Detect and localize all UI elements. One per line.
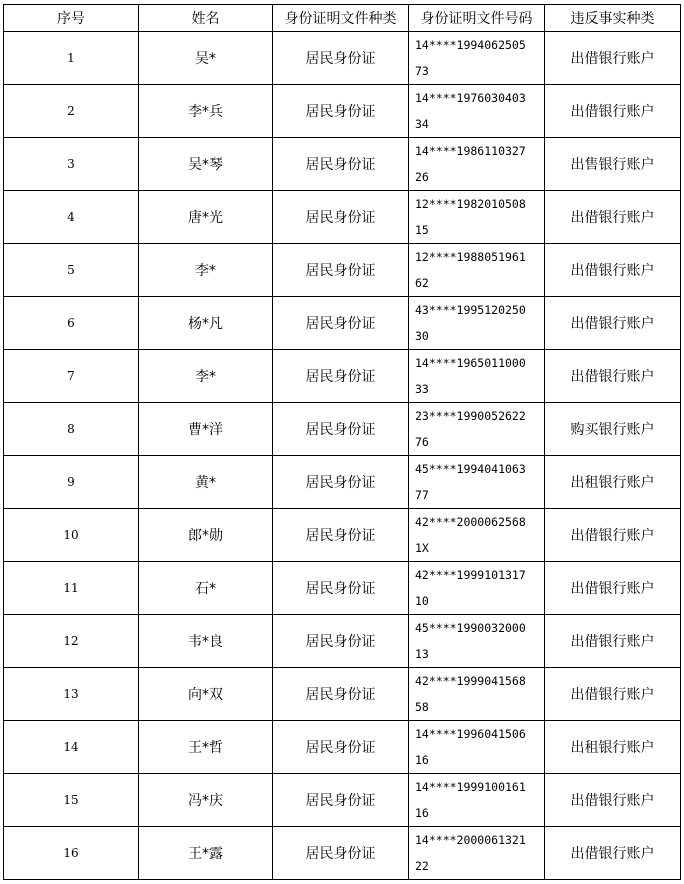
row-violation-type: 出借银行账户 — [545, 297, 681, 350]
row-doc-number — [409, 32, 545, 85]
doc-number-line1: 14****1965011000 — [415, 356, 526, 370]
table-row — [4, 297, 681, 350]
table-row — [4, 562, 681, 615]
row-name: 韦*良 — [139, 615, 273, 668]
row-doc-number — [409, 350, 545, 403]
doc-number-line2: 22 — [415, 859, 429, 873]
table-row — [4, 350, 681, 403]
row-doc-type: 居民身份证 — [273, 509, 409, 562]
doc-number-line1: 42****1999041568 — [415, 674, 526, 688]
table-row — [4, 403, 681, 456]
doc-number-line2: 13 — [415, 647, 429, 661]
row-doc-type: 居民身份证 — [273, 615, 409, 668]
row-violation-type: 出借银行账户 — [545, 774, 681, 827]
row-doc-type: 居民身份证 — [273, 85, 409, 138]
row-doc-number — [409, 85, 545, 138]
row-violation-type: 出借银行账户 — [545, 350, 681, 403]
doc-number-line1: 12****1988051961 — [415, 250, 526, 264]
doc-number-line2: 34 — [415, 117, 429, 131]
row-doc-number — [409, 774, 545, 827]
row-name: 王*哲 — [139, 721, 273, 774]
row-index: 12 — [4, 615, 139, 668]
header-index: 序号 — [4, 5, 139, 32]
row-name: 李* — [139, 244, 273, 297]
table-row — [4, 827, 681, 880]
row-doc-type: 居民身份证 — [273, 191, 409, 244]
row-violation-type: 出借银行账户 — [545, 615, 681, 668]
row-name: 曹*洋 — [139, 403, 273, 456]
row-violation-type: 出借银行账户 — [545, 827, 681, 880]
row-index: 11 — [4, 562, 139, 615]
doc-number-line2: 16 — [415, 753, 429, 767]
row-violation-type: 出借银行账户 — [545, 509, 681, 562]
row-index: 2 — [4, 85, 139, 138]
violations-table — [3, 4, 681, 880]
row-doc-type: 居民身份证 — [273, 456, 409, 509]
row-doc-number — [409, 403, 545, 456]
doc-number-line1: 42****2000062568 — [415, 515, 526, 529]
row-violation-type: 出借银行账户 — [545, 32, 681, 85]
row-violation-type: 出借银行账户 — [545, 668, 681, 721]
row-violation-type: 出租银行账户 — [545, 456, 681, 509]
doc-number-line2: 58 — [415, 700, 429, 714]
header-name: 姓名 — [139, 5, 273, 32]
row-doc-number — [409, 138, 545, 191]
doc-number-line1: 14****1999100161 — [415, 780, 526, 794]
row-doc-number — [409, 297, 545, 350]
row-doc-number — [409, 244, 545, 297]
doc-number-line2: 76 — [415, 435, 429, 449]
row-name: 王*露 — [139, 827, 273, 880]
doc-number-line1: 43****1995120250 — [415, 303, 526, 317]
table-row — [4, 85, 681, 138]
row-name: 吴* — [139, 32, 273, 85]
doc-number-line1: 45****1994041063 — [415, 462, 526, 476]
row-doc-type: 居民身份证 — [273, 774, 409, 827]
table-row — [4, 668, 681, 721]
table-row — [4, 32, 681, 85]
doc-number-line1: 14****1976030403 — [415, 91, 526, 105]
doc-number-line2: 15 — [415, 223, 429, 237]
row-name: 杨*凡 — [139, 297, 273, 350]
row-name: 黄* — [139, 456, 273, 509]
row-violation-type: 出租银行账户 — [545, 721, 681, 774]
row-name: 郎*勋 — [139, 509, 273, 562]
row-name: 唐*光 — [139, 191, 273, 244]
row-index: 13 — [4, 668, 139, 721]
row-name: 向*双 — [139, 668, 273, 721]
table-row — [4, 456, 681, 509]
header-violation-type: 违反事实种类 — [545, 5, 681, 32]
row-violation-type: 出借银行账户 — [545, 85, 681, 138]
doc-number-line2: 77 — [415, 488, 429, 502]
table-row — [4, 721, 681, 774]
row-doc-type: 居民身份证 — [273, 138, 409, 191]
row-index: 5 — [4, 244, 139, 297]
table-row — [4, 509, 681, 562]
doc-number-line1: 14****1996041506 — [415, 727, 526, 741]
doc-number-line1: 12****1982010508 — [415, 197, 526, 211]
row-doc-number — [409, 509, 545, 562]
table-row — [4, 138, 681, 191]
header-doc-type: 身份证明文件种类 — [273, 5, 409, 32]
table-row — [4, 244, 681, 297]
row-doc-type: 居民身份证 — [273, 244, 409, 297]
row-doc-number — [409, 721, 545, 774]
row-doc-type: 居民身份证 — [273, 827, 409, 880]
table-row — [4, 191, 681, 244]
row-name: 吴*琴 — [139, 138, 273, 191]
doc-number-line1: 23****1990052622 — [415, 409, 526, 423]
doc-number-line2: 30 — [415, 329, 429, 343]
row-violation-type: 出借银行账户 — [545, 191, 681, 244]
table-row — [4, 774, 681, 827]
row-doc-type: 居民身份证 — [273, 668, 409, 721]
row-doc-number — [409, 827, 545, 880]
row-doc-number — [409, 456, 545, 509]
table-row — [4, 615, 681, 668]
table-body — [4, 32, 681, 880]
doc-number-line1: 45****1990032000 — [415, 621, 526, 635]
row-index: 9 — [4, 456, 139, 509]
header-row — [4, 5, 681, 32]
doc-number-line1: 14****1994062505 — [415, 38, 526, 52]
row-index: 10 — [4, 509, 139, 562]
row-violation-type: 出借银行账户 — [545, 244, 681, 297]
row-index: 6 — [4, 297, 139, 350]
doc-number-line1: 14****2000061321 — [415, 833, 526, 847]
row-index: 1 — [4, 32, 139, 85]
row-name: 李* — [139, 350, 273, 403]
row-doc-number — [409, 615, 545, 668]
row-doc-type: 居民身份证 — [273, 32, 409, 85]
row-doc-type: 居民身份证 — [273, 350, 409, 403]
doc-number-line2: 26 — [415, 170, 429, 184]
row-index: 3 — [4, 138, 139, 191]
row-doc-number — [409, 562, 545, 615]
row-doc-type: 居民身份证 — [273, 297, 409, 350]
header-doc-number: 身份证明文件号码 — [409, 5, 545, 32]
doc-number-line2: 62 — [415, 276, 429, 290]
doc-number-line2: 10 — [415, 594, 429, 608]
row-doc-type: 居民身份证 — [273, 562, 409, 615]
row-violation-type: 出借银行账户 — [545, 562, 681, 615]
row-index: 8 — [4, 403, 139, 456]
row-index: 4 — [4, 191, 139, 244]
row-name: 冯*庆 — [139, 774, 273, 827]
row-name: 石* — [139, 562, 273, 615]
row-doc-type: 居民身份证 — [273, 721, 409, 774]
doc-number-line2: 16 — [415, 806, 429, 820]
row-violation-type: 购买银行账户 — [545, 403, 681, 456]
row-doc-number — [409, 668, 545, 721]
row-doc-number — [409, 191, 545, 244]
doc-number-line1: 42****1999101317 — [415, 568, 526, 582]
doc-number-line2: 73 — [415, 64, 429, 78]
row-index: 16 — [4, 827, 139, 880]
row-index: 7 — [4, 350, 139, 403]
row-index: 15 — [4, 774, 139, 827]
doc-number-line2: 1X — [415, 541, 429, 555]
row-doc-type: 居民身份证 — [273, 403, 409, 456]
row-violation-type: 出售银行账户 — [545, 138, 681, 191]
row-name: 李*兵 — [139, 85, 273, 138]
doc-number-line1: 14****1986110327 — [415, 144, 526, 158]
doc-number-line2: 33 — [415, 382, 429, 396]
row-index: 14 — [4, 721, 139, 774]
